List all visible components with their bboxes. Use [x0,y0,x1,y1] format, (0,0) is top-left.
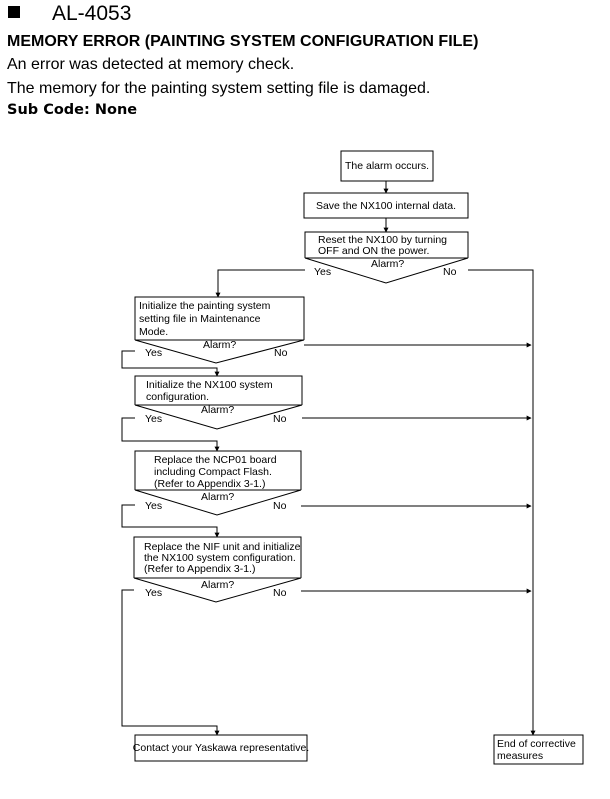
decision-reset-question: Alarm? [371,258,405,270]
reset-label-line-1: Reset the NX100 by turning [318,234,447,246]
connector-yes-1 [122,351,217,376]
decision-2-yes: Yes [145,413,163,425]
step1-label-line-1: Initialize the painting system [139,300,271,312]
decision-reset-yes: Yes [314,266,332,278]
step1-label-line-3: Mode. [139,326,169,338]
decision-3-question: Alarm? [201,491,235,503]
save-label: Save the NX100 internal data. [315,200,457,212]
step3-label-line-2: including Compact Flash. [154,466,272,478]
connector-yes-3 [122,505,217,537]
alarm-code: AL-4053 [52,2,132,25]
step3-label-line-3: (Refer to Appendix 3-1.) [154,478,266,490]
decision-3-no: No [273,500,287,512]
decision-1-no: No [274,347,288,359]
decision-2-no: No [273,413,287,425]
decision-1-yes: Yes [145,347,163,359]
step4-label-line-1: Replace the NIF unit and initialize [144,541,301,553]
decision-1-question: Alarm? [203,339,237,351]
reset-label-line-2: OFF and ON the power. [318,245,430,257]
step2-label-line-2: configuration. [146,391,210,403]
description-line-1: An error was detected at memory check. [7,56,295,73]
step3-label-line-1: Replace the NCP01 board [154,454,277,466]
connector-reset-yes [218,270,305,297]
decision-4-yes: Yes [145,587,163,599]
start-label: The alarm occurs. [344,160,430,172]
connector-yes-4 [122,590,217,735]
step1-label-line-2: setting file in Maintenance [139,313,261,325]
contact-label: Contact your Yaskawa representative. [132,742,310,754]
step4-label-line-3: (Refer to Appendix 3-1.) [144,563,256,575]
step2-label-line-1: Initialize the NX100 system [146,379,273,391]
description-line-2: The memory for the painting system setting file is damaged. [7,80,431,97]
step4-label-line-2: the NX100 system configuration. [144,552,296,564]
decision-3-yes: Yes [145,500,163,512]
end-label-line-1: End of corrective [497,738,576,750]
connector-yes-2 [122,418,217,451]
decision-2-question: Alarm? [201,404,235,416]
alarm-title: MEMORY ERROR (PAINTING SYSTEM CONFIGURATION FILE) [7,33,479,50]
decision-reset-no: No [443,266,457,278]
connector-reset-no [468,270,533,735]
decision-4-question: Alarm? [201,579,235,591]
end-label-line-2: measures [497,750,544,762]
decision-4-no: No [273,587,287,599]
sub-code: Sub Code: None [7,102,138,118]
